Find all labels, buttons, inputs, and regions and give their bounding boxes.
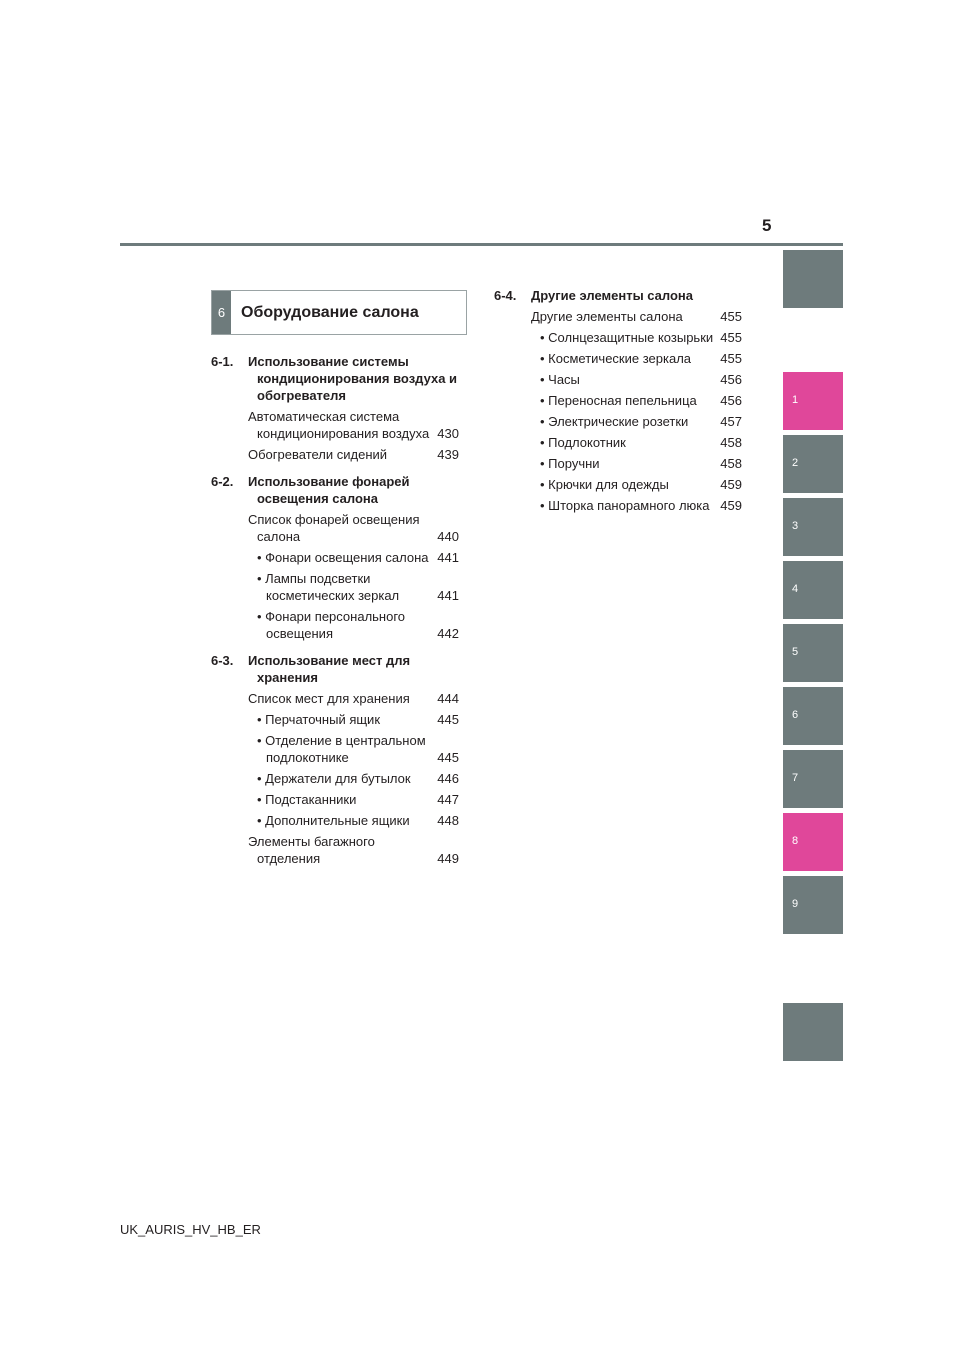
chapter-tab-label: 6 xyxy=(792,709,799,721)
chapter-tab-label: 3 xyxy=(792,520,799,532)
toc-entry-page: 441 xyxy=(437,550,459,565)
toc-entry-text: • Поручни xyxy=(540,456,600,471)
toc-subentry[interactable] xyxy=(257,770,459,787)
page-number: 5 xyxy=(762,216,772,235)
toc-entry-page: 445 xyxy=(437,750,459,765)
toc-subentry[interactable] xyxy=(257,812,459,829)
header-rule xyxy=(120,243,843,246)
toc-entry[interactable] xyxy=(248,511,459,545)
toc-entry-page: 455 xyxy=(720,309,742,324)
toc-section[interactable] xyxy=(494,287,742,304)
toc-entry-text: • Солнцезащитные козырьки xyxy=(540,330,714,345)
toc-entry-text: Обогреватели сидений xyxy=(248,447,388,462)
toc-subentry[interactable] xyxy=(257,711,459,728)
chapter-tab[interactable] xyxy=(783,250,843,308)
toc-entry-page: 459 xyxy=(720,477,742,492)
toc-entry-page: 458 xyxy=(720,456,742,471)
toc-subentry[interactable] xyxy=(540,476,742,493)
chapter-tab[interactable] xyxy=(783,750,843,808)
toc-entry-page: 447 xyxy=(437,792,459,807)
toc-entry-page: 448 xyxy=(437,813,459,828)
chapter-tab-label: 8 xyxy=(792,835,799,847)
toc-entry-page: 441 xyxy=(437,588,459,603)
toc-entry-page: 442 xyxy=(437,626,459,641)
toc-entry-text: • Фонари освещения салона xyxy=(257,550,429,565)
chapter-tab[interactable] xyxy=(783,561,843,619)
toc-section-title: Другие элементы салона xyxy=(531,288,694,303)
chapter-tab[interactable] xyxy=(783,435,843,493)
toc-subentry[interactable] xyxy=(540,455,742,472)
chapter-tab-label: 5 xyxy=(792,646,799,658)
toc-subentry[interactable] xyxy=(540,329,742,346)
toc-entry-text: • Отделение в центральном подлокотнике xyxy=(257,733,426,765)
toc-entry-text: • Перчаточный ящик xyxy=(257,712,381,727)
toc-entry-text: • Переносная пепельница xyxy=(540,393,697,408)
chapter-tab-label: 4 xyxy=(792,583,799,595)
chapter-tab-label: 1 xyxy=(792,394,799,406)
toc-entry-text: • Дополнительные ящики xyxy=(257,813,410,828)
toc-entry-text: Список фонарей освещения салона xyxy=(248,512,420,544)
toc-subentry[interactable] xyxy=(257,570,459,604)
toc-entry-page: 456 xyxy=(720,372,742,387)
toc-entry-page: 446 xyxy=(437,771,459,786)
toc-section-number: 6-4. xyxy=(494,288,517,303)
chapter-tab-label: 9 xyxy=(792,898,799,910)
toc-entry[interactable] xyxy=(248,833,459,867)
footer-code: UK_AURIS_HV_HB_ER xyxy=(120,1222,261,1237)
toc-subentry[interactable] xyxy=(540,497,742,514)
toc-entry-text: • Подстаканники xyxy=(257,792,357,807)
toc-entry-text: Автоматическая система кондиционирования воздуха xyxy=(248,409,430,441)
toc-entry[interactable] xyxy=(531,308,742,325)
toc-subentry[interactable] xyxy=(540,413,742,430)
toc-subentry[interactable] xyxy=(257,791,459,808)
toc-entry-text: • Держатели для бутылок xyxy=(257,771,411,786)
toc-section[interactable] xyxy=(211,652,459,686)
chapter-tab-label: 7 xyxy=(792,772,799,784)
toc-entry-page: 455 xyxy=(720,330,742,345)
toc-section-title: Использование фонарей освещения салона xyxy=(248,474,410,506)
toc-entry-text: Другие элементы салона xyxy=(531,309,683,324)
toc-subentry[interactable] xyxy=(540,371,742,388)
toc-subentry[interactable] xyxy=(257,549,459,566)
toc-entry-text: • Подлокотник xyxy=(540,435,626,450)
toc-section[interactable] xyxy=(211,473,459,507)
toc-entry-text: • Косметические зеркала xyxy=(540,351,692,366)
toc-entry-text: • Часы xyxy=(540,372,580,387)
toc-subentry[interactable] xyxy=(540,392,742,409)
toc-subentry[interactable] xyxy=(540,434,742,451)
toc-entry[interactable] xyxy=(248,446,459,463)
section-header xyxy=(211,290,467,335)
toc-entry-page: 444 xyxy=(437,691,459,706)
toc-entry-page: 455 xyxy=(720,351,742,366)
toc-entry-page: 439 xyxy=(437,447,459,462)
toc-entry-text: • Лампы подсветки косметических зеркал xyxy=(257,571,400,603)
chapter-tab[interactable] xyxy=(783,372,843,430)
toc-entry-page: 456 xyxy=(720,393,742,408)
toc-entry-page: 440 xyxy=(437,529,459,544)
toc-subentry[interactable] xyxy=(257,608,459,642)
toc-subentry[interactable] xyxy=(257,732,459,766)
toc-entry-text: • Фонари персонального освещения xyxy=(257,609,406,641)
toc-entry-page: 458 xyxy=(720,435,742,450)
toc-entry-text: • Электрические розетки xyxy=(540,414,689,429)
toc-section-number: 6-2. xyxy=(211,474,234,489)
toc-subentry[interactable] xyxy=(540,350,742,367)
toc-column-left xyxy=(211,353,459,871)
toc-entry-text: Список мест для хранения xyxy=(248,691,410,706)
toc-entry-text: • Шторка панорамного люка xyxy=(540,498,710,513)
chapter-tab[interactable] xyxy=(783,1003,843,1061)
toc-section-title: Использование системы кондиционирования воздуха и обогревателя xyxy=(248,354,458,403)
toc-entry-page: 445 xyxy=(437,712,459,727)
chapter-tab[interactable] xyxy=(783,624,843,682)
chapter-tab[interactable] xyxy=(783,813,843,871)
toc-entry-text: Элементы багажного отделения xyxy=(248,834,375,866)
chapter-tab[interactable] xyxy=(783,498,843,556)
toc-column-right xyxy=(494,287,742,518)
chapter-tab-label: 2 xyxy=(792,457,799,469)
chapter-tab[interactable] xyxy=(783,876,843,934)
toc-entry[interactable] xyxy=(248,690,459,707)
section-header-title: Оборудование салона xyxy=(241,303,419,321)
section-header-number: 6 xyxy=(212,291,231,334)
toc-section-number: 6-3. xyxy=(211,653,234,668)
toc-entry[interactable] xyxy=(248,408,459,442)
toc-entry-page: 449 xyxy=(437,851,459,866)
toc-section[interactable] xyxy=(211,353,459,404)
chapter-tab[interactable] xyxy=(783,687,843,745)
toc-section-number: 6-1. xyxy=(211,354,234,369)
toc-entry-page: 430 xyxy=(437,426,459,441)
toc-entry-page: 457 xyxy=(720,414,742,429)
toc-entry-text: • Крючки для одежды xyxy=(540,477,669,492)
toc-entry-page: 459 xyxy=(720,498,742,513)
toc-section-title: Использование мест для хранения xyxy=(248,653,411,685)
